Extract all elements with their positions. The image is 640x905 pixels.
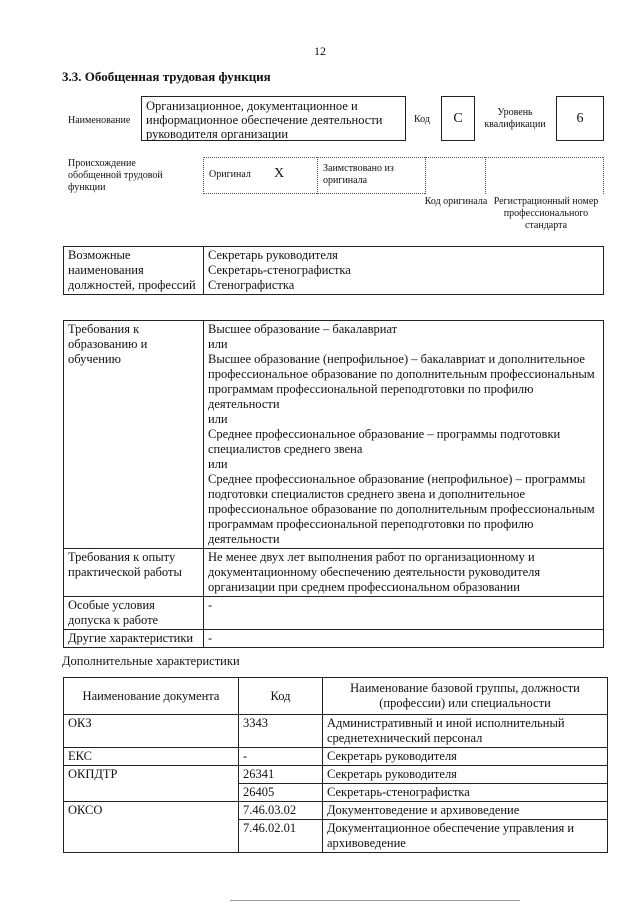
code-value: C <box>441 96 475 141</box>
section-title: 3.3. Обобщенная трудовая функция <box>62 69 271 84</box>
special-conditions-value: - <box>204 597 604 630</box>
other-characteristics-row <box>64 630 604 648</box>
header-code: Код <box>239 678 323 715</box>
additional-table <box>63 677 608 853</box>
name-cell: Секретарь руководителя <box>323 766 608 784</box>
original-mark: X <box>274 166 285 181</box>
doc-cell: ЕКС <box>64 748 239 766</box>
code-cell: 26341 <box>239 766 323 784</box>
doc-cell: ОКСО <box>64 802 239 853</box>
special-conditions-row <box>64 597 604 630</box>
doc-cell: ОКПДТР <box>64 766 239 802</box>
code-cell: 3343 <box>239 715 323 748</box>
education-line: или <box>208 412 228 426</box>
name-cell: Секретарь руководителя <box>323 748 608 766</box>
position-item: Секретарь руководителя <box>208 248 338 262</box>
position-item: Стенографистка <box>208 278 295 292</box>
page-number: 12 <box>314 44 326 58</box>
code-cell: 7.46.03.02 <box>239 802 323 820</box>
experience-value: Не менее двух лет выполнения работ по организационному и документационному обеспечению деятельности руководителя организации при среднем профессиональном образовании <box>204 549 604 597</box>
level-label: Уровень квалификации <box>484 107 546 130</box>
education-line: Высшее образование – бакалавриат <box>208 322 398 336</box>
function-name-box: Организационное, документационное и информационное обеспечение деятельности руководителя организации <box>141 96 406 141</box>
code-cell: 7.46.02.01 <box>239 820 323 853</box>
other-characteristics-value: - <box>204 630 604 648</box>
name-cell: Административный и иной исполнительный среднетехнический персонал <box>323 715 608 748</box>
header-doc: Наименование документа <box>64 678 239 715</box>
level-value: 6 <box>556 96 604 141</box>
doc-cell: ОКЗ <box>64 715 239 748</box>
table-header-row <box>64 678 608 715</box>
code-label: Код <box>414 114 430 125</box>
code-original-caption: Код оригинала <box>424 196 488 207</box>
name-cell: Секретарь-стенографистка <box>323 784 608 802</box>
original-label: Оригинал <box>209 169 251 180</box>
origin-grid <box>203 157 604 194</box>
positions-label: Возможные наименования должностей, профессий <box>64 247 204 295</box>
positions-table <box>63 246 604 295</box>
borrowed-label: Заимствовано из оригинала <box>323 163 394 186</box>
reg-number-caption: Регистрационный номер профессионального стандарта <box>493 196 599 231</box>
page-bottom-rule <box>230 900 520 901</box>
education-line: Среднее профессиональное образование (непрофильное) – программы подготовки специалистов среднего звена и дополнительное профессиональное образование по дополнительным профессиональным программам профессиональной переподготовки по профилю деятельности <box>208 472 595 546</box>
education-label: Требования к образованию и обучению <box>64 321 204 549</box>
name-label: Наименование <box>68 115 131 126</box>
special-conditions-label: Особые условия допуска к работе <box>64 597 204 630</box>
additional-title: Дополнительные характеристики <box>62 654 240 668</box>
table-row <box>64 748 608 766</box>
name-cell: Документационное обеспечение управления и архивоведение <box>323 820 608 853</box>
header-name: Наименование базовой группы, должности (профессии) или специальности <box>323 678 608 715</box>
table-row <box>64 715 608 748</box>
education-requirements-row <box>64 321 604 549</box>
requirements-table <box>63 320 604 648</box>
education-line: или <box>208 457 228 471</box>
table-row <box>64 802 608 820</box>
experience-label: Требования к опыту практической работы <box>64 549 204 597</box>
position-item: Секретарь-стенографистка <box>208 263 351 277</box>
education-line: или <box>208 337 228 351</box>
name-cell: Документоведение и архивоведение <box>323 802 608 820</box>
origin-label: Происхождение обобщенной трудовой функции <box>68 158 163 193</box>
code-cell: 26405 <box>239 784 323 802</box>
code-cell: - <box>239 748 323 766</box>
education-line: Среднее профессиональное образование – программы подготовки специалистов среднего звена <box>208 427 561 456</box>
table-row <box>64 766 608 784</box>
education-line: Высшее образование (непрофильное) – бакалавриат и дополнительное профессиональное образование по дополнительным профессиональным программам профессиональной переподготовки по профилю деятельности <box>208 352 595 411</box>
other-characteristics-label: Другие характеристики <box>64 630 204 648</box>
experience-requirements-row <box>64 549 604 597</box>
